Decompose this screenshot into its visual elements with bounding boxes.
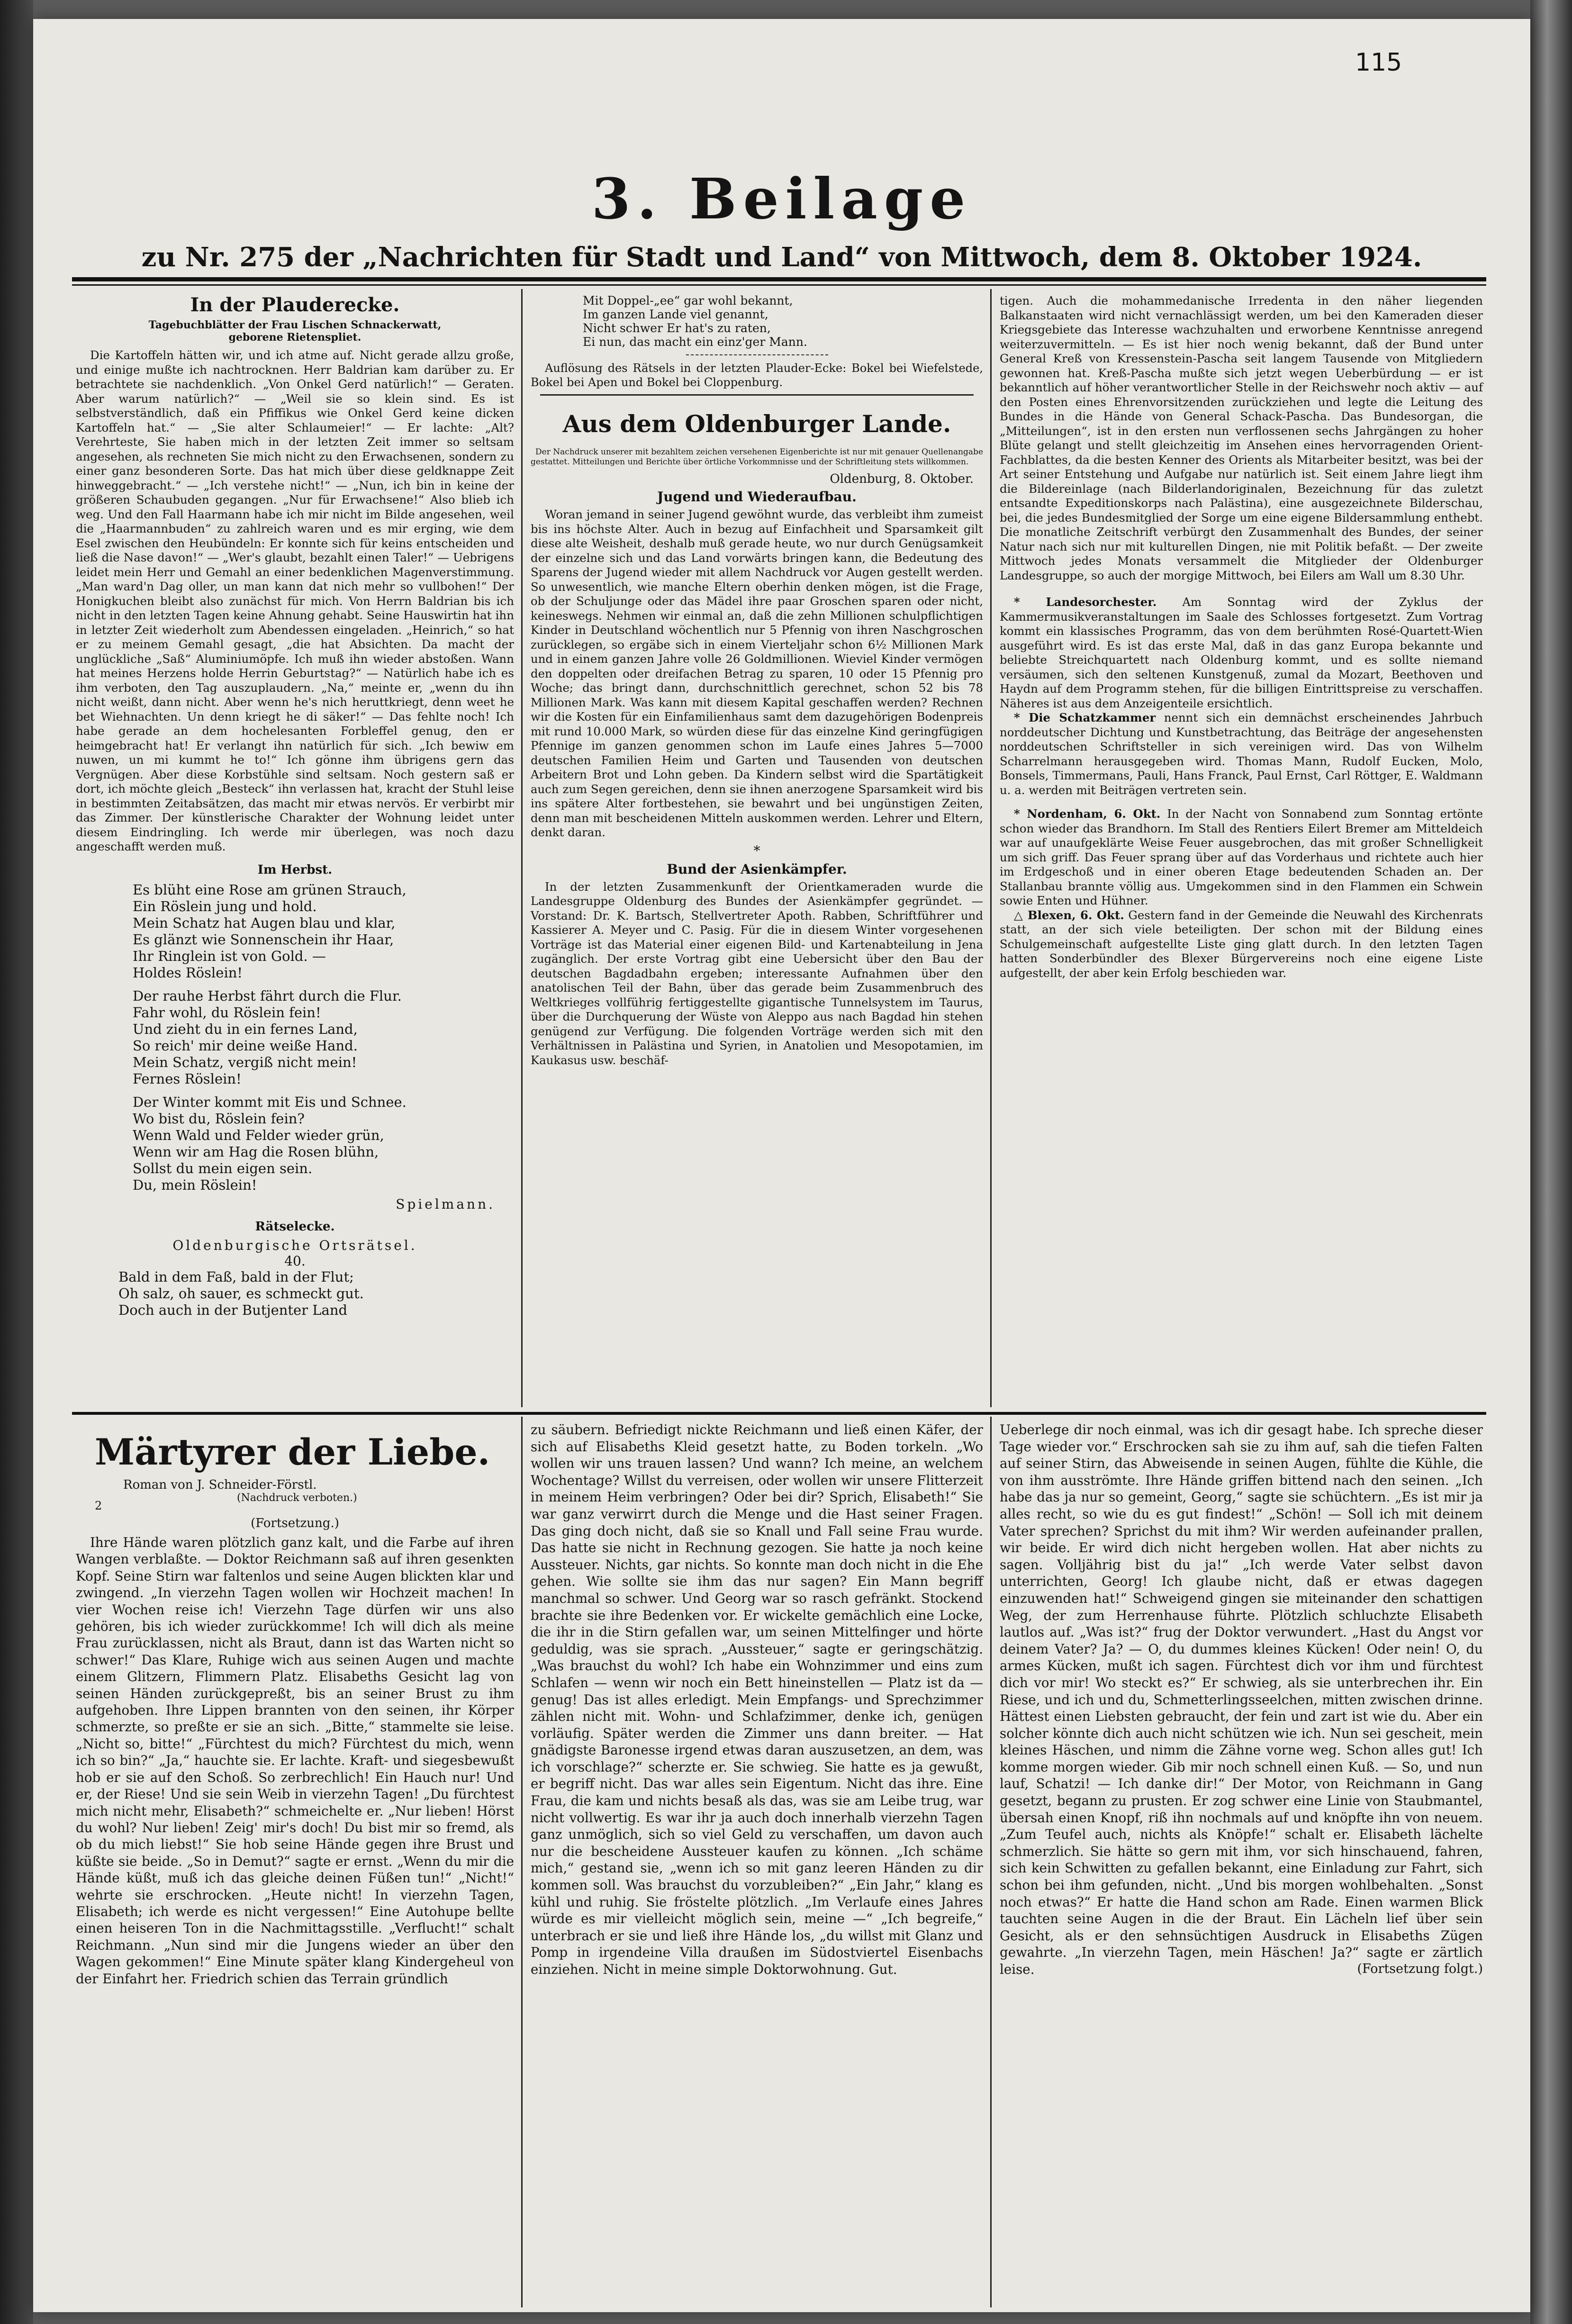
news-column — [1000, 294, 1483, 980]
raetsel-verse — [76, 1269, 514, 1319]
novel-text: Ueberlege dir noch einmal, was ich dir gesagt habe. Ich spreche dieser Tage wieder vor.“ Erschrocken sah sie zu ihm auf, sah die tiefen Falten auf seiner Stirn, das Abweisende in seinen Augen, fühlte die Kühle, die von ihm ausströmte. Ihre Hände griffen bittend nach den seinen. „Ich habe das ja nur so gemeint, Georg,“ sagte sie schüchtern. „Es ist mir ja alles recht, so wie du es gut findest!“ „Schön! — Soll ich mit deinem Vater sprechen? Sprichst du mit ihm? Wir werden aufeinander prallen, wir beide. Er wird dich nicht hergeben wollen. Hat aber nichts zu sagen. Volljährig bist du ja!“ „Ich werde Vater selbst davon unterrichten, Georg! Ich glaube nicht, daß er etwas dagegen einzuwenden hat!“ Schweigend gingen sie miteinander den schattigen Weg, der zum Herrenhause führte. Plötzlich schluchzte Elisabeth lautlos auf. „Was ist?“ frug der Doktor verwundert. „Hast du Angst vor deinem Vater? Ja? — O, du dummes kleines Kücken! Oder nein! O, du armes Kücken, mußt ich sagen. Fürchtest dich vor ihm und fürchtest dich vor mir! Wo steckt es?“ Er schwieg, als sie unterbrechen ihr. Ein Riese, und ich und du, Schmetterlingsseelchen, mitten zwischen drinne. Hättest einen Liebsten gebraucht, der fein und zart ist wie du. Aber ein solcher könnte dich auch nicht schützen wie ich. Nun sei gescheit, mein kleines Häschen, und nimm die Zähne vorne weg. Schon alles gut! Ich komme morgen wieder. Gib mir noch schnell einen Kuß. — So, und nun lauf, Schatzi! — Ich danke dir!“ Der Motor, von Reichmann in Gang gesetzt, begann zu prusten. Er zog schwer eine Linie von Staubmantel, übersah einen Knopf, riß ihn nochmals auf und knöpfte ihn von neuem. „Zum Teufel auch, nichts als Knöpfe!“ schalt er. Elisabeth lächelte schmerzlich. Sie hätte so gern mit ihm, vor sich hinschauend, fahren, sich kein Schwitten zu gefallen bekannt, eine Einladung zur Fahrt, sich schon bei ihm gefunden, nicht. „Und bis morgen wohlbehalten. „Sonst noch etwas?“ Er hatte die Hand schon am Rade. Einen warmen Blick tauchten seine Augen in die der Braut. Ein Lächeln lief über sein Gesicht, als er den sehnsüchtigen Ausdruck in Elisabeths Zügen gewahrte. „In vierzehn Tagen, mein Häschen! Ja?“ sagte er zärtlich leise. — [1000, 1422, 1483, 1977]
poem-line: Der Winter kommt mit Eis und Schnee. — [133, 1094, 407, 1110]
poem-stanza — [133, 882, 514, 981]
poem-line: Sollst du mein eigen sein. — [133, 1160, 313, 1176]
poem-title: Im Herbst. — [257, 862, 333, 877]
article-title: Jugend und Wiederaufbau. — [657, 489, 857, 505]
poem-line: Fernes Röslein! — [133, 1070, 242, 1087]
news-item-head: * Nordenham, 6. Okt. — [1014, 807, 1161, 821]
poem-line: Der rauhe Herbst fährt durch die Flur. — [133, 987, 402, 1004]
poem-line: Fahr wohl, du Röslein fein! — [133, 1004, 321, 1021]
novel-copyright: (Nachdruck verboten.) — [237, 1492, 357, 1504]
divider-dashes — [686, 354, 828, 355]
novel-continuation: (Fortsetzung.) — [251, 1516, 339, 1530]
article-continuation: tigen. Auch die mohammedanische Irredenta in den näher liegenden Balkanstaaten wird nicht vernachlässigt werden, um bei den Kameraden dieser Kriegsgebiete das Interesse wachzuhalten und erworbene Kenntnisse anregend weiterzuvermitteln. — Es ist hier noch wenig bekannt, daß der Bund unter General Kreß von Kressenstein-Pascha seit langem Tausende von Mitgliedern gewonnen hat. Kreß-Pascha mußte sich jetzt wegen Ueberbürdung — er ist bekanntlich auf höher verantwortlicher Stelle in der Reichswehr noch aktiv — auf den Posten eines Ehrenvorsitzenden zurückziehen und legte die Leitung des Bundes in die Hände von General Schack-Pascha. Das Bundesorgan, die „Mitteilungen“, ist in den ersten nun verflossenen sechs Jahrgängen zu hoher Blüte gelangt und stellt gleichzeitig im Ansehen eines hervorragenden Orient-Fachblattes, da die besten Kenner des Orients als Mitarbeiter besitzt, was bei der Art seiner Entstehung und Aufgabe nur natürlich ist. Seit einem Jahre liegt ihm die Bildereinlage (nach Bilderlandoriginalen, Bezeichnung für das zuletzt entsandte Expeditionskorps nach Palästina), eine ausgezeichnete Bilderschau, bei, die jedes Bundesmitglied der Sorge um eine eigene Bildersammlung enthebt. Die monatliche Zeitschrift verbürgt den Zusammenhalt des Bundes, der seiner Natur nach sich nur mit kulturellen Dingen, nie mit Politik befaßt. — Der zweite Mittwoch jedes Monats versammelt die Mitglieder der Oldenburger Landesgruppe, so auch der morgige Mittwoch, bei Eilers am Wall um 8.30 Uhr. — [1000, 294, 1483, 582]
poem-stanza — [133, 1094, 514, 1194]
scanner-edge-right — [1530, 0, 1572, 2324]
article-text: Woran jemand in seiner Jugend gewöhnt wurde, das verbleibt ihm zumeist bis ins höchste Alter. Auch in bezug auf Einfachheit und Sparsamkeit gilt diese alte Weisheit, deshalb muß gerade heute, wo nur durch Genügsamkeit der einzelne sich und das Land vorwärts bringen kann, die Bedeutung des Sparens der Jugend wieder mit allem Nachdruck vor Augen gestellt werden. So unwesentlich, wie manche Eltern oberhin denken mögen, ist die Frage, ob der Schuljunge oder das Mädel ihre paar Groschen sparen oder nicht, keineswegs. Nehmen wir einmal an, daß die zehn Millionen schulpflichtigen Kinder in Deutschland wöchentlich nur 5 Pfennig von ihren Naschgroschen zurücklegen, so ergäbe sich in einem Vierteljahr schon 6½ Millionen Mark und in einem ganzen Jahre volle 26 Goldmillionen. Wieviel Kinder vermögen den doppelten oder dreifachen Betrag zu sparen, 10 oder 15 Pfennig pro Woche; das bringt dann, durchschnittlich gerechnet, schon 52 bis 78 Millionen Mark. Was kann mit diesem Kapital geschaffen werden? Rechnen wir die Kosten für ein Einfamilienhaus samt dem dazugehörigen Bodenpreis mit rund 10.000 Mark, so würden diese für das einzelne Kind geringfügigen Pfennige im ganzen genommen schon im Laufe eines Jahres 5—7000 deutschen Familien Heim und Garten und Tausenden von deutschen Arbeitern Brot und Lohn geben. Da Kindern selbst wird die Spartätigkeit auch zum Segen gereichen, denn sie ihnen anerzogene Sparsamkeit wird bis ins spätere Alter fortbestehen, sie bewahrt und bei ungünstigen Zeiten, denn man mit bescheidenen Mitteln auskommen werden. Lehrer und Eltern, denkt daran. — [531, 507, 983, 839]
reprint-notice: Der Nachdruck unserer mit bezahltem zeichen versehenen Eigenberichte ist nur mit genauer Quellenangabe gestattet. Mitteilungen und Berichte über örtliche Vorkommnisse und der Schriftleitung stets willkommen. — [531, 447, 983, 467]
poem-line: Mein Schatz hat Augen blau und klar, — [133, 914, 396, 931]
news-item-head: * Landesorchester. — [1014, 595, 1157, 609]
novel-title: Märtyrer der Liebe. — [95, 1431, 490, 1473]
verse-line: Ei nun, das macht ein einz'ger Mann. — [583, 335, 807, 349]
verse-line: Im ganzen Lande viel genannt, — [583, 307, 768, 321]
supplement-title: 3. Beilage — [591, 166, 972, 232]
to-be-continued: (Fortsetzung folgt.) — [1357, 1961, 1483, 1976]
novel-text: Ihre Hände waren plötzlich ganz kalt, und die Farbe auf ihren Wangen verblaßte. — Doktor Reichmann saß auf ihren gesenkten Kopf. Seine Stirn war faltenlos und seine Augen blickten klar und zwingend. „In vierzehn Tagen wollen wir Hochzeit machen! In vier Wochen reise ich! Vierzehn Tage dürfen wir uns also gehören, bis ich wieder zurückkomme! Ich will dich als meine Frau zurücklassen, nicht als Braut, dann ist das Warten nicht so schwer!“ Das Klare, Ruhige wich aus seinen Augen und machte einem Glitzern, Flimmern Platz. Elisabeths Gesicht lag von seinen Händen zurückgepreßt, bis an seiner Brust zu ihm aufgehoben. Ihre Lippen brannten von den seinen, ihr Körper schmerzte, so preßte er sie an sich. „Bitte,“ stammelte sie leise. „Nicht so, bitte!“ „Fürchtest du mich? Fürchtest du mich, wenn ich so bin?“ „Ja,“ hauchte sie. Er lachte. Kraft- und siegesbewußt hob er sie auf den Schoß. So zerbrechlich! Ein Hauch nur! Und er, der Riese! Und sie sein Weib in vierzehn Tagen! „Du fürchtest mich nicht mehr, Elisabeth?“ schmeichelte er. „Nur lieben! Hörst du wohl? Nur lieben! Zeig' mir's doch! Du bist mir so fremd, als ob du mich liebst!“ Sie hob seine Hände gegen ihre Brust und küßte sie beide. „So in Demut?“ sagte er ernst. „Wenn du mir die Hände küßt, muß ich das gleiche deinen Füßen tun!“ „Nicht!“ wehrte sie erschrocken. „Heute nicht! In vierzehn Tagen, Elisabeth; ich werde es nicht vergessen!“ Eine Autohupe bellte einen heiseren Ton in die Nachmittagsstille. „Verflucht!“ schalt Reichmann. „Nun sind mir die Jungens wieder an über den Wagen gekommen!“ Eine Minute später klang Kindergeheul von der Einfahrt her. Friedrich schien das Terrain gründlich — [76, 1535, 514, 1987]
separator-asterisk: * — [753, 842, 760, 859]
poem-line: Holdes Röslein! — [133, 964, 243, 981]
news-item-text: nennt sich ein demnächst erscheinendes Jahrbuch norddeutscher Dichtung und Kunstbetrachtung, das Beiträge der angesehensten norddeutschen Schriftsteller in sich vereinigen wird. Das von Wilhelm Scharrelmann herausgegeben wird. Thomas Mann, Rudolf Eucken, Molo, Bonsels, Timmermans, Pauli, Hans Franck, Paul Ernst, Carl Röttger, E. Waldmann u. a. werden mit Beiträgen vertreten sein. — [1000, 711, 1483, 797]
column-divider — [990, 289, 992, 1407]
verse-line: Nicht schwer Er hat's zu raten, — [583, 321, 771, 335]
plauderecke-text: Die Kartoffeln hätten wir, und ich atme auf. Nicht gerade allzu große, und einige mußte ich nachtrocknen. Herr Baldrian kam darüber zu. Er betrachtete sie nachdenklich. „Von Onkel Gerd natürlich!“ — Geraten. Aber warum natürlich?“ — „Weil sie so klein sind. Es ist selbstverständlich, daß ein Pfiffikus wie Onkel Gerd keine dicken Kartoffeln hat.“ — „Sie alter Schlaumeier!“ — Er lachte: „Alt? Verehrteste, Sie haben mich in der letzten Zeit immer so seltsam angesehen, als rechneten Sie mich nicht zu den Erwachsenen, sondern zu einer ganz besonderen Sorte. Das hat mich über diese geldknappe Zeit hinweggebracht.“ — „Ich verstehe nicht!“ — „Nun, ich bin in keine der größeren Schaubuden gegangen. „Nur für Erwachsene!“ Also blieb ich weg. Und den Fall Haarmann habe ich mir nicht im Bilde angesehen, weil die „Haarmannbuden“ zu zahlreich waren und es mir erging, wie dem Esel zwischen den Heubündeln: Er konnte sich für keins entscheiden und ließ die Nase davon!“ — „Wer's glaubt, bezahlt einen Taler!“ — Uebrigens leidet mein Herr und Gemahl an einer bedenklichen Magenverstimmung. „Man ward'n Dag oller, un man kann dat nich mehr so vullbohen!“ Der Honigkuchen bleibt also zunächst für mich. Von Herrn Baldrian bis ich nicht in den letzten Tagen keine Ahnung gehabt. Seine Hauswirtin hat ihn in letzter Zeit wiederholt zum Abendessen eingeladen. „Heinrich,“ so hat er zu meinem Gemahl gesagt, „die hat Absichten. Da macht der unglückliche „Saß“ Aluminiumöpfe. Ich muß ihn wieder abstoßen. Wann hat meines Herzens holde Herrin Geburtstag?“ — Natürlich habe ich es ihm verboten, den Tag auszuplaudern. „Na,“ meinte er, „wenn du ihn nicht weißt, dann nicht. Aber wenn he's nich heruttkriegt, denn weet he bet Wiehnachten. Un denn kriegt he di säker!“ — Das fehlte noch! Ich habe gerade an dem hochelesanten Forbleffel genug, den er heimgebracht hat! Er verlangt ihn natürlich für sich. „Ich bewiw em nuwen, un mi kummt he to!“ Ich gönne ihm übrigens gern das Vergnügen. Aber diese Korbstühle sind seltsam. Noch gestern saß er dort, ich möchte gleich „Besteck“ ihn verlassen hat, kracht der Stuhl leise in bestimmten Zeitabsätzen, das macht mir etwas nervös. Er verbirbt mir das Zimmer. Der künstlerische Charakter der Wohnung leidet unter diesem Eindringling. Ich werde mir überlegen, was noch dazu angeschafft werden muß. — [76, 348, 514, 853]
poem-line: Ein Röslein jung und hold. — [133, 898, 317, 914]
raetsel-number: 40. — [284, 1253, 306, 1269]
column-divider — [521, 289, 523, 1407]
raetsel-verse-continued — [531, 294, 983, 349]
plauderecke-title: In der Plauderecke. — [190, 294, 400, 316]
column-divider — [990, 1417, 992, 2307]
news-item-text: In der Nacht von Sonnabend zum Sonntag ertönte schon wieder das Brandhorn. Im Stall des Rentiers Eilert Bremer am Mitteldeich war auf unaufgeklärte Weise Feuer ausgebrochen, das mit großer Schnelligkeit um sich griff. Das Feuer sprang über auf das Vorderhaus und richtete auch hier im Erdgeschoß und in einer oberen Etage bedeutenden Schaden an. Der Stallanbau brannte völlig aus. Umgekommen sind in den Flammen ein Schwein sowie Enten und Hühner. — [1000, 807, 1483, 907]
poem-author: Spielmann. — [396, 1196, 495, 1212]
verse-line: Mit Doppel-„ee“ gar wohl bekannt, — [583, 294, 793, 307]
plauderecke-section — [76, 294, 514, 1319]
novel-column — [531, 1421, 983, 1978]
novel-column — [1000, 1421, 1483, 1976]
raetsel-line: Bald in dem Faß, bald in der Flut; — [118, 1268, 354, 1285]
column-divider — [521, 1417, 523, 2307]
masthead-rule-thin — [72, 284, 1486, 286]
poem-line: Ihr Ringlein ist von Gold. — — [133, 948, 326, 964]
section-rule — [540, 394, 974, 396]
poem-line: Wenn Wald und Felder wieder grün, — [133, 1127, 384, 1143]
oldenburg-section — [531, 294, 983, 1067]
supplement-subtitle: zu Nr. 275 der „Nachrichten für Stadt und Land“ von Mittwoch, dem 8. Oktober 1924. — [141, 242, 1422, 273]
dateline: Oldenburg, 8. Oktober. — [830, 472, 974, 486]
poem-line: Es blüht eine Rose am grünen Strauch, — [133, 881, 407, 898]
poem-line: So reich' mir deine weiße Hand. — [133, 1037, 358, 1054]
raetsel-subtitle: Oldenburgische Ortsrätsel. — [172, 1237, 417, 1253]
poem-line: Wenn wir am Hag die Rosen blühn, — [133, 1143, 379, 1160]
poem-stanza — [133, 988, 514, 1087]
page-number: 115 — [1355, 48, 1402, 77]
novel-author: Roman von J. Schneider-Förstl. — [123, 1478, 317, 1492]
raetsel-line: Doch auch in der Butjenter Land — [118, 1302, 348, 1318]
novel-text: zu säubern. Befriedigt nickte Reichmann und ließ einen Käfer, der sich auf Elisabeths Kleid gesetzt hatte, zu Boden torkeln. „Wo wollen wir uns trauen lassen? Und wann? Ich meine, an welchem Wochentage? Willst du verreisen, oder wollen wir unsere Flitterzeit in meinem Heim verbringen? Oder bei dir? Sprich, Elisabeth!“ Sie war ganz verwirrt durch die Menge und die Hast seiner Fragen. Das ging doch nicht, daß sie so Knall und Fall seine Frau wurde. Das hatte sie nicht in Rechnung gezogen. Sie hatte ja noch keine Aussteuer. Nichts, gar nichts. So konnte man doch nicht in die Ehe gehen. Wie sollte sie ihm das nur sagen? Ein Mann begriff manchmal so schwer. Und Georg war so rasch gefränkt. Stockend brachte sie ihre Bedenken vor. Er wickelte gemächlich eine Locke, die ihr in die Stirn gefallen war, um seinen Mittelfinger und hörte geduldig, was sie sprach. „Aussteuer,“ sagte er geringschätzig. „Was brauchst du wohl? Ich habe ein Wohnzimmer und eins zum Schlafen — wenn wir noch ein Bett hineinstellen — Platz ist da — genug! Das ist alles erledigt. Mein Empfangs- und Sprechzimmer zählen nicht mit. Wohn- und Schlafzimmer, denke ich, genügen vorläufig. Später werden die Zimmer uns dann breiter. — Hat gnädigste Baronesse irgend etwas daran auszusetzen, an dem, was ich vorschlage?“ scherzte er. Sie schwieg. Sie hatte es ja gewußt, er begriff nicht. Das war alles sein Eigentum. Nicht das ihre. Eine Frau, die kam und nichts besaß als das, was sie am Leibe trug, war nicht vollwertig. Es war ihr ja auch doch innerhalb vierzehn Tagen ganz unmöglich, sich so viel Geld zu verschaffen, um davon auch nur die bescheidene Aussteuer kaufen zu können. „Ich schäme mich,“ gestand sie, „wenn ich so mit ganz leeren Händen zu dir kommen soll. Was brauchst du vorzubleiben?“ „Ein Jahr,“ klang es kühl und ruhig. Sie fröstelte plötzlich. „Im Verlaufe eines Jahres würde es mir vielleicht möglich sein, meine —“ „Ich begreife,“ unterbrach er sie und ließ ihre Hände los, „du willst mit Glanz und Pomp in irgendeine Villa draußen im Südostviertel Eisenbachs einziehen. Nicht in meine simple Doktorwohnung. Gut. — [531, 1422, 983, 1977]
poem-line: Mein Schatz, vergiß nicht mein! — [133, 1054, 357, 1070]
plauderecke-byline: Tagebuchblätter der Frau Lischen Schnackerwatt, — [148, 319, 442, 331]
news-item — [1000, 595, 1483, 711]
novel-chapter: 2 — [95, 1499, 102, 1512]
raetsel-solution: Auflösung des Rätsels in der letzten Plauder-Ecke: Bokel bei Wiefelstede, Bokel bei Apen und Bokel bei Cloppenburg. — [531, 362, 983, 389]
poem-line: Wo bist du, Röslein fein? — [133, 1110, 305, 1127]
article-title: Bund der Asienkämpfer. — [667, 861, 847, 877]
poem-line: Du, mein Röslein! — [133, 1176, 257, 1193]
masthead-rule — [72, 277, 1486, 281]
newspaper-page — [33, 19, 1530, 2312]
raetsel-line: Oh salz, oh sauer, es schmeckt gut. — [118, 1285, 364, 1302]
news-item-head: △ Blexen, 6. Okt. — [1014, 908, 1124, 922]
poem-body — [76, 882, 514, 1194]
news-item-text: Gestern fand in der Gemeinde die Neuwahl des Kirchenrats statt, an der sich viele beteiligten. Der schon mit der Bildung eines Schulgemeinschaft aufgestellte Liste ging glatt durch. In den letzten Tagen hatten Sonderbündler des Blexer Bürgervereins noch eine eigene Liste aufgestellt, der aber kein Erfolg beschieden war. — [1000, 908, 1483, 980]
section-title: Aus dem Oldenburger Lande. — [562, 410, 951, 438]
poem-line: Es glänzt wie Sonnenschein ihr Haar, — [133, 931, 394, 948]
news-item — [1000, 908, 1483, 981]
news-item-head: * Die Schatzkammer — [1014, 711, 1156, 724]
news-item — [1000, 807, 1483, 908]
raetsel-title: Rätselecke. — [255, 1219, 335, 1234]
news-item — [1000, 711, 1483, 797]
feuilleton-rule — [72, 1412, 1486, 1415]
article-text: In der letzten Zusammenkunft der Orientkameraden wurde die Landesgruppe Oldenburg des Bundes der Asienkämpfer gegründet. — Vorstand: Dr. K. Bartsch, Stellvertreter Apoth. Rabben, Schriftführer und Kassierer A. Meyer und C. Pasig. Für die in diesem Winter vorgesehenen Vorträge ist das Material einer eigenen Bild- und Kartenabteilung in Jena zugänglich. Der erste Vortrag gibt eine Uebersicht über den Bau der deutschen Bagdadbahn ergeben; interessante Aufnahmen über den anatolischen Teil der Bahn, über das gerade beim Zusammenbruch des Weltkrieges vollführig fertiggestellte gigantische Tunnelsystem im Taurus, über die Durchquerung der Wüste von Aleppo aus nach Bagdad hin stehen genügend zur Verfügung. Die folgenden Vorträge werden sich mit den Verhältnissen in Palästina und Syrien, in Anatolien und Mesopotamien, im Kaukasus usw. beschäf- — [531, 879, 983, 1067]
novel-column — [76, 1426, 514, 1987]
plauderecke-byline-2: geborene Rietenspliet. — [228, 331, 361, 344]
scanner-edge-left — [0, 0, 33, 2324]
news-item-text: Am Sonntag wird der Zyklus der Kammermusikveranstaltungen im Saale des Schlosses fortgesetzt. Zum Vortrag kommt ein klassisches Programm, das von dem berühmten Rosé-Quartett-Wien ausgeführt wird. Es ist das erste Mal, daß in das ganz Europa bekannte und beliebte Streichquartett nach Oldenburg kommt, und es sollte niemand versäumen, sich den seltenen Kunstgenuß, zumal da Mozart, Beethoven und Haydn auf dem Programm stehen, für die billigen Eintrittspreise zu verschaffen. Näheres ist aus dem Anzeigenteile ersichtlich. — [1000, 595, 1483, 710]
poem-line: Und zieht du in ein fernes Land, — [133, 1021, 358, 1037]
